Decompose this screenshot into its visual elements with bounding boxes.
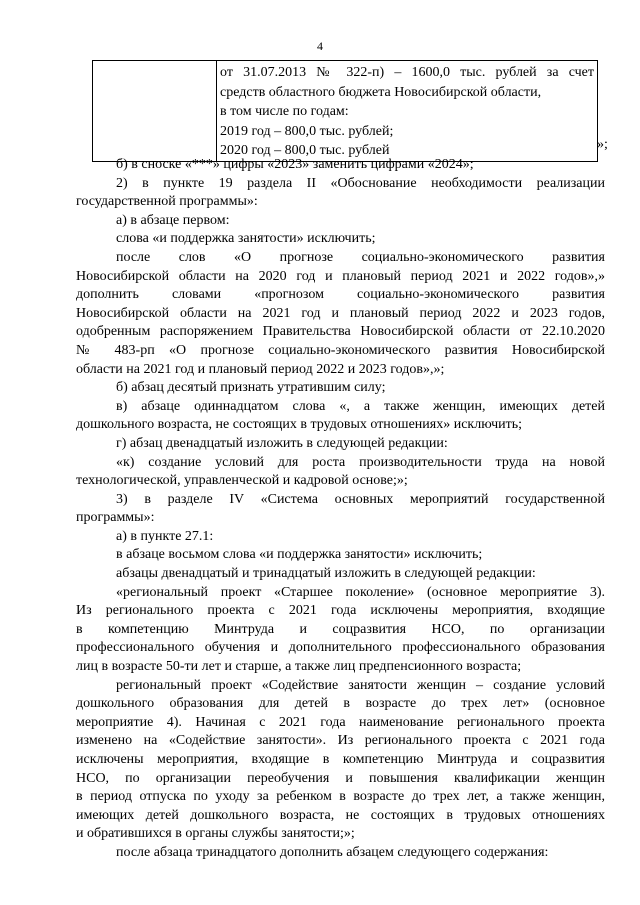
paragraph-line: а) в абзаце первом: (116, 212, 230, 228)
paragraph-line: а) в пункте 27.1: (116, 528, 214, 544)
paragraph-line: в период отпуска по уходу за ребенком в возрасте до трех лет, а также женщин, (76, 789, 605, 805)
paragraph-line: б) абзац десятый признать утратившим силу; (116, 380, 386, 396)
paragraph (76, 565, 605, 584)
amendment-table (92, 60, 598, 162)
paragraph-line: НСО, по организации переобучения и повышения квалификации женщин (76, 770, 605, 786)
paragraph-line: программы»: (76, 510, 155, 526)
paragraph-line: после слов «О прогнозе социально-экономического развития (116, 249, 605, 265)
paragraph-line: после абзаца тринадцатого дополнить абзацем следующего содержания: (116, 844, 549, 860)
paragraph (76, 491, 605, 528)
paragraph-line: в компетенцию Минтруда и соцразвития НСО, по организации (76, 621, 605, 637)
paragraph-line: области на 2021 год и плановый период 2022 и 2023 годов»,»; (76, 361, 445, 377)
paragraph-line: дополнить словами «прогнозом социально-экономического развития (76, 287, 605, 303)
paragraph-line: № 483-рп «О прогнозе социально-экономического развития Новосибирской (76, 342, 605, 358)
paragraph-line: мероприятие 4). Начиная с 2021 года наименование регионального проекта (76, 714, 605, 730)
paragraph-line: в) абзаце одиннадцатом слова «, а также женщин, имеющих детей (116, 398, 605, 414)
paragraph (76, 156, 605, 175)
paragraph (76, 175, 605, 212)
page-number: 4 (317, 39, 323, 53)
paragraph-line: государственной программы»: (76, 194, 258, 210)
paragraph-line: Из регионального проекта с 2021 года исключены мероприятия, входящие (76, 603, 605, 619)
paragraph-line: в абзаце восьмом слова «и поддержка занятости» исключить; (116, 547, 483, 563)
paragraph-line: 2) в пункте 19 раздела II «Обоснование необходимости реализации (116, 175, 605, 191)
paragraph-line: и обратившихся в органы службы занятости;»; (76, 826, 355, 842)
paragraph-line: «к) создание условий для роста производительности труда на новой (116, 454, 605, 470)
paragraph-line: региональный проект «Содействие занятости женщин – создание условий (116, 677, 605, 693)
paragraph-line: лиц в возрасте 50-ти лет и старше, а также лиц предпенсионного возраста; (76, 659, 522, 675)
paragraph-line: Новосибирской области на 2020 год и плановый период 2021 и 2022 годов»,» (76, 268, 605, 284)
paragraph (76, 454, 605, 491)
table-line: 2019 год – 800,0 тыс. рублей; (220, 123, 394, 139)
paragraph (76, 677, 605, 844)
paragraph-line: г) абзац двенадцатый изложить в следующей редакции: (116, 435, 448, 451)
table-line: от 31.07.2013 № 322-п) – 1600,0 тыс. рублей за счет (220, 65, 594, 80)
paragraph-line: 3) в разделе IV «Система основных мероприятий государственной (116, 491, 605, 507)
paragraph-line: имеющих детей дошкольного возраста, не состоящих в трудовых отношениях (76, 807, 605, 823)
paragraph (76, 584, 605, 677)
paragraph-line: б) в сноске «***» цифры «2023» заменить цифрами «2024»; (116, 157, 474, 172)
table-line: 2020 год – 800,0 тыс. рублей (220, 143, 390, 158)
paragraph (76, 435, 605, 454)
paragraph (76, 379, 605, 398)
paragraph (76, 230, 605, 249)
paragraph-line: изменено на «Содействие занятости». Из регионального проекта с 2021 года (76, 733, 605, 749)
paragraph-line: «региональный проект «Старшее поколение» (основное мероприятие 3). (116, 584, 605, 600)
paragraph (76, 398, 605, 435)
table-line: в том числе по годам: (220, 104, 349, 119)
paragraph (76, 249, 605, 379)
table-closing-quote: »; (597, 137, 608, 152)
paragraph-line: Новосибирской области на 2021 год и плановый период 2022 и 2023 годов, (76, 305, 605, 321)
paragraph (76, 528, 605, 547)
paragraph-line: дошкольного образования для детей в возрасте до трех лет» (основное (76, 696, 605, 712)
document-body (76, 156, 605, 863)
table-text-cell (217, 61, 598, 162)
paragraph (76, 844, 605, 863)
paragraph-line: профессионального обучения и дополнительного профессионального образования (76, 640, 605, 656)
paragraph-line: дошкольного возраста, не состоящих в трудовых отношениях» исключить; (76, 417, 523, 433)
paragraph (76, 546, 605, 565)
table-empty-cell (93, 61, 217, 162)
paragraph-line: исключены мероприятия, входящие в компетенцию Минтруда и соцразвития (76, 752, 605, 767)
table-line: средств областного бюджета Новосибирской области, (220, 84, 542, 100)
paragraph (76, 212, 605, 231)
paragraph-line: абзацы двенадцатый и тринадцатый изложить в следующей редакции: (116, 566, 536, 582)
paragraph-line: технологической, управленческой и кадровой основе;»; (76, 473, 408, 489)
paragraph-line: одобренным распоряжением Правительства Новосибирской области от 22.10.2020 (76, 324, 605, 340)
paragraph-line: слова «и поддержка занятости» исключить; (116, 231, 376, 247)
